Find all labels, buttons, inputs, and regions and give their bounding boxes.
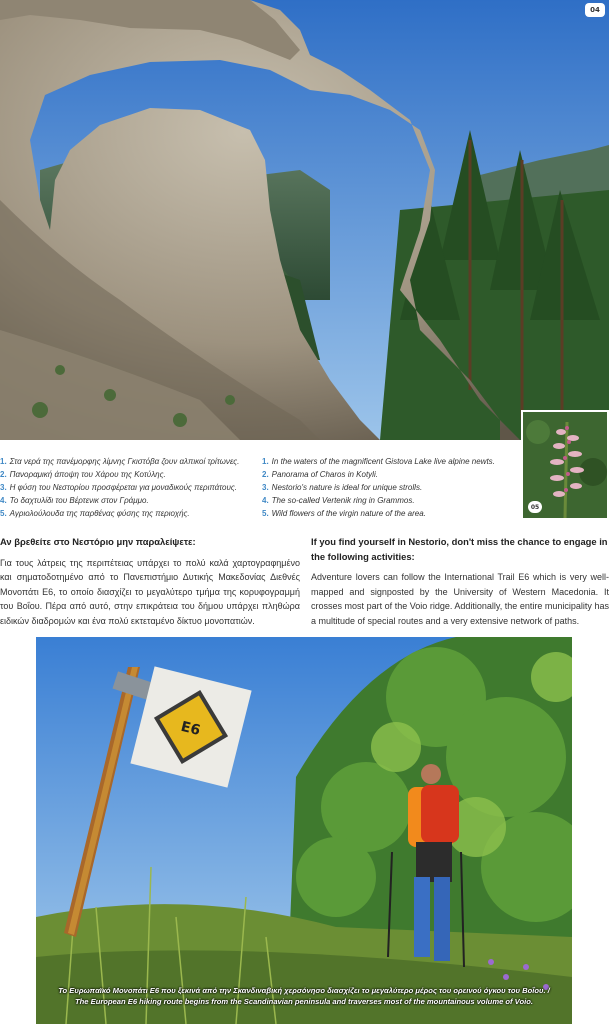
caption-text: Nestorio's nature is ideal for unique strolls. (271, 483, 423, 492)
rock-arch-illustration (0, 0, 609, 440)
caption-item (0, 494, 258, 507)
article-heading: If you find yourself in Nestorio, don't miss the chance to engage in the following activities: (311, 536, 608, 562)
hiker-illustration (36, 637, 572, 1024)
caption-text: In the waters of the magnificent Gistova Lake live alpine newts. (271, 457, 495, 466)
caption-item (262, 481, 520, 494)
caption-number: 4. (0, 496, 7, 505)
bottom-photo-caption (36, 985, 572, 1007)
caption-item (262, 507, 520, 520)
article-greek (0, 535, 300, 628)
page-number-badge: 04 (585, 3, 605, 17)
caption-number: 1. (0, 457, 7, 466)
caption-text: Wild flowers of the virgin nature of the area. (271, 509, 426, 518)
caption-number: 5. (0, 509, 7, 518)
article-heading: Αν βρεθείτε στο Νεστόριο μην παραλείψετε: (0, 536, 196, 547)
caption-text: Το δαχτυλίδι του Βέρτενικ στον Γράμμο. (9, 496, 149, 505)
caption-item (0, 468, 258, 481)
caption-number: 2. (262, 470, 269, 479)
rock-arch-photo (0, 0, 609, 440)
caption-english-line: The European E6 hiking route begins from the Scandinavian peninsula and traverses most of the mountainous volume of Voio. (75, 997, 533, 1006)
caption-number: 4. (262, 496, 269, 505)
caption-number: 5. (262, 509, 269, 518)
captions-greek (0, 455, 258, 520)
caption-text: Στα νερά της πανέμορφης λίμνης Γκιστόβα ζουν αλπικοί τρίτωνες. (9, 457, 240, 466)
caption-number: 1. (262, 457, 269, 466)
caption-text: Η φύση του Νεστορίου προσφέρεται για μοναδικούς περιπάτους. (9, 483, 238, 492)
caption-item (262, 468, 520, 481)
inset-number-badge: 05 (528, 501, 542, 513)
trail-sign-label: E6 (179, 718, 202, 740)
article-english (311, 535, 609, 628)
hiker-trail-photo (36, 637, 572, 1024)
caption-text: Αγριολούλουδα της παρθένας φύσης της περιοχής. (9, 509, 190, 518)
caption-text: Πανοραμική άποψη του Χάρου της Κοτύλης. (9, 470, 166, 479)
caption-number: 3. (262, 483, 269, 492)
caption-item (0, 507, 258, 520)
caption-text: Panorama of Charos in Kotyli. (271, 470, 378, 479)
captions-english (262, 455, 520, 520)
caption-text: The so-called Vertenik ring in Grammos. (271, 496, 415, 505)
caption-greek-line: Το Ευρωπαϊκό Μονοπάτι Ε6 που ξεκινά από την Σκανδιναβική χερσόνησο διασχίζει το μεγαλύτερο μέρος του ορεινού όγκου του Βοΐου. / (58, 986, 550, 995)
caption-item (0, 455, 258, 468)
caption-item (262, 494, 520, 507)
caption-item (0, 481, 258, 494)
article-body: Adventure lovers can follow the International Trail E6 which is very well-mapped and signposted by the University of Western Macedonia. It crosses most part of the Voio ridge. Additionally, the entire municipality has a multitude of special routes and a very extensive network of paths. (311, 572, 609, 626)
wildflower-inset-photo (521, 410, 609, 520)
caption-item (262, 455, 520, 468)
caption-number: 3. (0, 483, 7, 492)
caption-number: 2. (0, 470, 7, 479)
article-body: Για τους λάτρεις της περιπέτειας υπάρχει το πολύ καλά χαρτογραφημένο και σηματοδοτημένο από το Πανεπιστήμιο Δυτικής Μακεδονίας Διεθνές Μονοπάτι Ε6, το οποίο διασχίζει το μεγαλύτερο τμήμα της κορυφογραμμή του Βοΐου. Πέρα από αυτό, στην επικράτεια του δήμου υπάρχει πληθώρα ειδικών διαδρομών και ένα πολύ εκτεταμένο δίκτυο μονοπατιών. (0, 557, 300, 626)
